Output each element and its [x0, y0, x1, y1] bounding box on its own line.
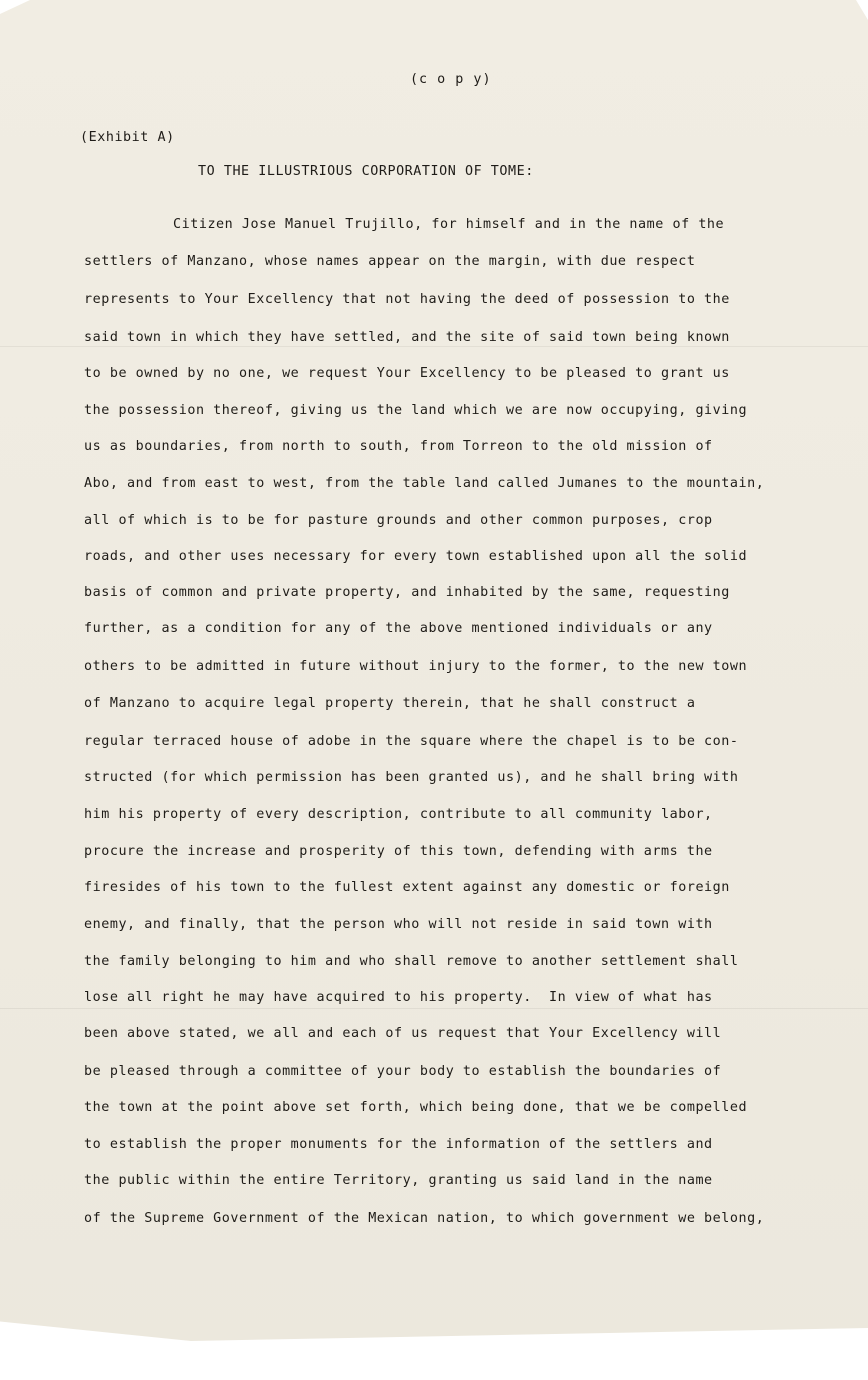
- body-line: us as boundaries, from north to south, from Torreon to the old mission of: [84, 439, 713, 454]
- body-line: firesides of his town to the fullest extent against any domestic or foreign: [84, 880, 730, 895]
- body-line: of Manzano to acquire legal property therein, that he shall construct a: [84, 696, 696, 711]
- body-line: basis of common and private property, and inhabited by the same, requesting: [84, 585, 730, 600]
- body-line: represents to Your Excellency that not having the deed of possession to the: [84, 292, 730, 307]
- body-line: further, as a condition for any of the above mentioned individuals or any: [84, 621, 713, 636]
- body-line: of the Supreme Government of the Mexican nation, to which government we belong,: [84, 1211, 765, 1226]
- body-line: structed (for which permission has been granted us), and he shall bring with: [84, 770, 739, 785]
- body-line: roads, and other uses necessary for every town established upon all the solid: [84, 549, 748, 564]
- body-line: regular terraced house of adobe in the square where the chapel is to be con-: [84, 734, 739, 749]
- body-line: to establish the proper monuments for the information of the settlers and: [84, 1137, 713, 1152]
- body-line: procure the increase and prosperity of this town, defending with arms the: [84, 844, 713, 859]
- body-line: him his property of every description, contribute to all community labor,: [84, 807, 713, 822]
- body-line: others to be admitted in future without injury to the former, to the new town: [84, 659, 748, 674]
- body-line: Abo, and from east to west, from the table land called Jumanes to the mountain,: [84, 476, 765, 491]
- fold-crease-lower: [0, 1008, 868, 1009]
- body-line: the public within the entire Territory, granting us said land in the name: [84, 1173, 713, 1188]
- folded-paper-corner: [0, 1250, 868, 1380]
- body-line: said town in which they have settled, and the site of said town being known: [84, 330, 730, 345]
- document-heading: TO THE ILLUSTRIOUS CORPORATION OF TOME:: [198, 164, 534, 179]
- body-line: be pleased through a committee of your body to establish the boundaries of: [84, 1064, 722, 1079]
- page-corner-top-right: [856, 0, 868, 20]
- body-line: the town at the point above set forth, which being done, that we be compelled: [84, 1100, 748, 1115]
- exhibit-label: (Exhibit A): [80, 130, 175, 145]
- body-line: settlers of Manzano, whose names appear on the margin, with due respect: [84, 254, 696, 269]
- copy-mark: (c o p y): [410, 72, 492, 87]
- body-line: been above stated, we all and each of us request that Your Excellency will: [84, 1026, 722, 1041]
- body-line: to be owned by no one, we request Your Excellency to be pleased to grant us: [84, 366, 730, 381]
- body-line: all of which is to be for pasture grounds and other common purposes, crop: [84, 513, 713, 528]
- body-line: enemy, and finally, that the person who will not reside in said town with: [84, 917, 713, 932]
- body-line: Citizen Jose Manuel Trujillo, for himself and in the name of the: [173, 217, 725, 232]
- body-line: the family belonging to him and who shall remove to another settlement shall: [84, 954, 739, 969]
- page-corner-top-left: [0, 0, 30, 14]
- fold-crease-upper: [0, 346, 868, 347]
- body-line: lose all right he may have acquired to his property. In view of what has: [84, 990, 713, 1005]
- body-line: the possession thereof, giving us the land which we are now occupying, giving: [84, 403, 748, 418]
